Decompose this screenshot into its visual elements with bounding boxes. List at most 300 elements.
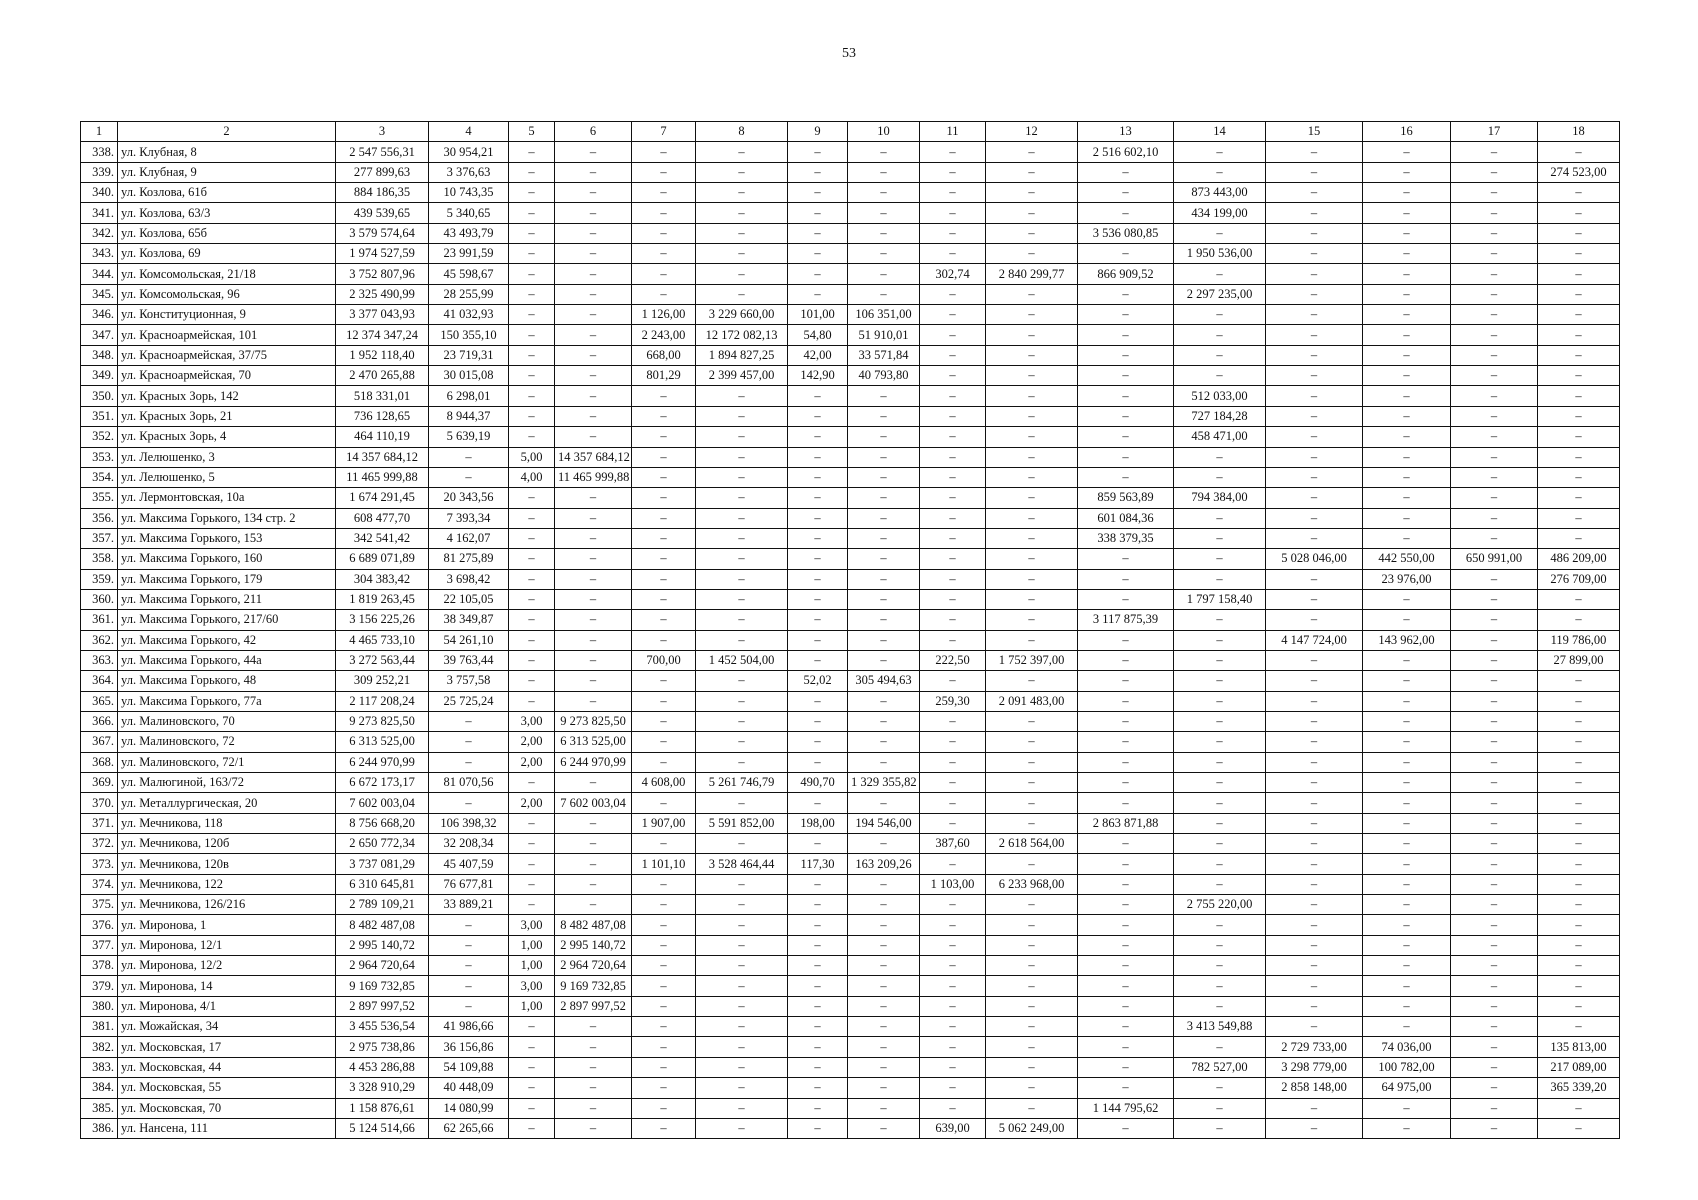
- value-cell: 3,00: [509, 711, 555, 731]
- value-cell: 736 128,65: [336, 406, 429, 426]
- value-cell: 6 310 645,81: [336, 874, 429, 894]
- table-row: [81, 264, 1620, 284]
- value-cell: –: [1174, 752, 1266, 772]
- value-cell: –: [848, 508, 920, 528]
- address-cell: ул. Красноармейская, 37/75: [118, 345, 336, 365]
- value-cell: –: [632, 1057, 696, 1077]
- value-cell: –: [1174, 1037, 1266, 1057]
- address-cell: ул. Миронова, 12/2: [118, 956, 336, 976]
- value-cell: 6 233 968,00: [986, 874, 1078, 894]
- value-cell: 1 144 795,62: [1078, 1098, 1174, 1118]
- value-cell: –: [1451, 691, 1538, 711]
- value-cell: –: [696, 956, 788, 976]
- value-cell: –: [788, 1118, 848, 1138]
- table-row: [81, 610, 1620, 630]
- value-cell: –: [1451, 874, 1538, 894]
- table-row: [81, 915, 1620, 935]
- value-cell: –: [788, 162, 848, 182]
- value-cell: 8 482 487,08: [336, 915, 429, 935]
- value-cell: –: [920, 447, 986, 467]
- value-cell: –: [920, 345, 986, 365]
- value-cell: –: [920, 142, 986, 162]
- table-row: [81, 752, 1620, 772]
- value-cell: –: [1363, 1098, 1451, 1118]
- value-cell: 439 539,65: [336, 203, 429, 223]
- value-cell: –: [848, 691, 920, 711]
- value-cell: –: [788, 935, 848, 955]
- value-cell: –: [1078, 427, 1174, 447]
- value-cell: –: [920, 366, 986, 386]
- value-cell: –: [1451, 203, 1538, 223]
- address-cell: ул. Миронова, 4/1: [118, 996, 336, 1016]
- value-cell: –: [509, 223, 555, 243]
- value-cell: –: [1078, 834, 1174, 854]
- column-header-7: 7: [632, 122, 696, 142]
- value-cell: –: [920, 386, 986, 406]
- value-cell: 33 571,84: [848, 345, 920, 365]
- value-cell: –: [920, 976, 986, 996]
- value-cell: –: [1266, 406, 1363, 426]
- value-cell: –: [1078, 162, 1174, 182]
- value-cell: –: [848, 447, 920, 467]
- value-cell: –: [920, 915, 986, 935]
- value-cell: –: [920, 549, 986, 569]
- value-cell: –: [1266, 711, 1363, 731]
- row-index-cell: 377.: [81, 935, 118, 955]
- value-cell: 3 757,58: [429, 671, 509, 691]
- value-cell: –: [696, 996, 788, 1016]
- value-cell: –: [788, 895, 848, 915]
- value-cell: –: [1266, 976, 1363, 996]
- value-cell: –: [848, 895, 920, 915]
- value-cell: –: [1451, 386, 1538, 406]
- value-cell: –: [1538, 834, 1620, 854]
- value-cell: 106 398,32: [429, 813, 509, 833]
- value-cell: 135 813,00: [1538, 1037, 1620, 1057]
- value-cell: 6 313 525,00: [555, 732, 632, 752]
- value-cell: –: [632, 1078, 696, 1098]
- value-cell: 7 393,34: [429, 508, 509, 528]
- row-index-cell: 341.: [81, 203, 118, 223]
- value-cell: –: [1266, 773, 1363, 793]
- address-cell: ул. Московская, 55: [118, 1078, 336, 1098]
- value-cell: –: [788, 406, 848, 426]
- value-cell: 3 229 660,00: [696, 305, 788, 325]
- table-row: [81, 711, 1620, 731]
- value-cell: 222,50: [920, 650, 986, 670]
- value-cell: –: [1078, 956, 1174, 976]
- value-cell: 2 789 109,21: [336, 895, 429, 915]
- value-cell: 639,00: [920, 1118, 986, 1138]
- value-cell: –: [696, 752, 788, 772]
- value-cell: –: [1266, 244, 1363, 264]
- address-cell: ул. Малиновского, 70: [118, 711, 336, 731]
- address-cell: ул. Миронова, 14: [118, 976, 336, 996]
- value-cell: –: [1174, 732, 1266, 752]
- value-cell: –: [1538, 752, 1620, 772]
- value-cell: 5 261 746,79: [696, 773, 788, 793]
- value-cell: 9 273 825,50: [555, 711, 632, 731]
- value-cell: –: [555, 183, 632, 203]
- value-cell: 277 899,63: [336, 162, 429, 182]
- value-cell: –: [1451, 1098, 1538, 1118]
- value-cell: –: [920, 732, 986, 752]
- value-cell: –: [555, 427, 632, 447]
- row-index-cell: 359.: [81, 569, 118, 589]
- value-cell: –: [848, 427, 920, 447]
- value-cell: –: [1174, 630, 1266, 650]
- value-cell: 2 840 299,77: [986, 264, 1078, 284]
- value-cell: –: [1078, 711, 1174, 731]
- value-cell: –: [986, 406, 1078, 426]
- table-row: [81, 834, 1620, 854]
- value-cell: –: [555, 1118, 632, 1138]
- value-cell: –: [920, 956, 986, 976]
- value-cell: –: [1363, 467, 1451, 487]
- value-cell: –: [788, 996, 848, 1016]
- value-cell: –: [1266, 813, 1363, 833]
- value-cell: –: [1266, 752, 1363, 772]
- value-cell: –: [986, 1098, 1078, 1118]
- value-cell: –: [555, 895, 632, 915]
- value-cell: –: [848, 752, 920, 772]
- value-cell: –: [1451, 1078, 1538, 1098]
- value-cell: 2 470 265,88: [336, 366, 429, 386]
- value-cell: –: [848, 183, 920, 203]
- value-cell: –: [1538, 264, 1620, 284]
- value-cell: –: [920, 996, 986, 1016]
- value-cell: –: [1078, 671, 1174, 691]
- value-cell: 2 729 733,00: [1266, 1037, 1363, 1057]
- value-cell: 117,30: [788, 854, 848, 874]
- value-cell: –: [848, 874, 920, 894]
- value-cell: –: [1174, 264, 1266, 284]
- value-cell: –: [1538, 1118, 1620, 1138]
- value-cell: –: [1538, 406, 1620, 426]
- value-cell: 52,02: [788, 671, 848, 691]
- value-cell: –: [509, 650, 555, 670]
- address-cell: ул. Можайская, 34: [118, 1017, 336, 1037]
- value-cell: –: [1266, 650, 1363, 670]
- value-cell: –: [1538, 366, 1620, 386]
- value-cell: –: [632, 956, 696, 976]
- value-cell: 23 976,00: [1363, 569, 1451, 589]
- value-cell: 2 650 772,34: [336, 834, 429, 854]
- value-cell: –: [848, 956, 920, 976]
- table-row: [81, 854, 1620, 874]
- address-cell: ул. Миронова, 1: [118, 915, 336, 935]
- value-cell: –: [1363, 508, 1451, 528]
- value-cell: –: [1538, 996, 1620, 1016]
- value-cell: –: [1451, 956, 1538, 976]
- value-cell: 38 349,87: [429, 610, 509, 630]
- value-cell: 2 897 997,52: [336, 996, 429, 1016]
- value-cell: 45 407,59: [429, 854, 509, 874]
- value-cell: –: [920, 244, 986, 264]
- value-cell: 2 964 720,64: [555, 956, 632, 976]
- value-cell: –: [788, 508, 848, 528]
- value-cell: –: [920, 223, 986, 243]
- value-cell: 1,00: [509, 956, 555, 976]
- value-cell: –: [555, 386, 632, 406]
- value-cell: –: [509, 488, 555, 508]
- value-cell: –: [429, 467, 509, 487]
- value-cell: –: [555, 1098, 632, 1118]
- value-cell: –: [1363, 976, 1451, 996]
- value-cell: –: [920, 854, 986, 874]
- value-cell: –: [788, 1078, 848, 1098]
- value-cell: –: [1538, 142, 1620, 162]
- column-header-11: 11: [920, 122, 986, 142]
- value-cell: 668,00: [632, 345, 696, 365]
- value-cell: –: [1363, 203, 1451, 223]
- row-index-cell: 372.: [81, 834, 118, 854]
- value-cell: –: [1538, 386, 1620, 406]
- value-cell: –: [1078, 284, 1174, 304]
- row-index-cell: 384.: [81, 1078, 118, 1098]
- table-row: [81, 1017, 1620, 1037]
- value-cell: –: [696, 467, 788, 487]
- value-cell: –: [632, 284, 696, 304]
- address-cell: ул. Лелюшенко, 5: [118, 467, 336, 487]
- value-cell: –: [632, 691, 696, 711]
- value-cell: –: [986, 528, 1078, 548]
- value-cell: –: [1078, 935, 1174, 955]
- table-row: [81, 183, 1620, 203]
- value-cell: 8 482 487,08: [555, 915, 632, 935]
- value-cell: –: [788, 732, 848, 752]
- address-cell: ул. Московская, 44: [118, 1057, 336, 1077]
- value-cell: –: [632, 834, 696, 854]
- value-cell: –: [1174, 366, 1266, 386]
- address-cell: ул. Лелюшенко, 3: [118, 447, 336, 467]
- value-cell: –: [1266, 793, 1363, 813]
- value-cell: –: [1538, 610, 1620, 630]
- value-cell: –: [509, 610, 555, 630]
- value-cell: –: [986, 732, 1078, 752]
- value-cell: –: [1078, 895, 1174, 915]
- value-cell: –: [788, 1098, 848, 1118]
- row-index-cell: 370.: [81, 793, 118, 813]
- value-cell: 36 156,86: [429, 1037, 509, 1057]
- row-index-cell: 369.: [81, 773, 118, 793]
- value-cell: –: [555, 874, 632, 894]
- value-cell: –: [986, 366, 1078, 386]
- value-cell: –: [788, 915, 848, 935]
- value-cell: 76 677,81: [429, 874, 509, 894]
- value-cell: 2 897 997,52: [555, 996, 632, 1016]
- value-cell: –: [632, 711, 696, 731]
- value-cell: –: [1174, 996, 1266, 1016]
- row-index-cell: 354.: [81, 467, 118, 487]
- value-cell: –: [1266, 142, 1363, 162]
- table-row: [81, 589, 1620, 609]
- value-cell: –: [1266, 345, 1363, 365]
- value-cell: –: [1451, 569, 1538, 589]
- value-cell: –: [1266, 528, 1363, 548]
- value-cell: –: [696, 711, 788, 731]
- row-index-cell: 381.: [81, 1017, 118, 1037]
- value-cell: –: [1451, 467, 1538, 487]
- value-cell: –: [632, 203, 696, 223]
- value-cell: –: [555, 691, 632, 711]
- value-cell: –: [1266, 996, 1363, 1016]
- value-cell: 5 591 852,00: [696, 813, 788, 833]
- value-cell: –: [632, 732, 696, 752]
- value-cell: –: [1363, 874, 1451, 894]
- value-cell: 3 413 549,88: [1174, 1017, 1266, 1037]
- table-row: [81, 203, 1620, 223]
- value-cell: –: [1363, 223, 1451, 243]
- row-index-cell: 385.: [81, 1098, 118, 1118]
- value-cell: –: [986, 203, 1078, 223]
- value-cell: –: [632, 183, 696, 203]
- value-cell: –: [788, 650, 848, 670]
- value-cell: –: [1174, 813, 1266, 833]
- value-cell: –: [1174, 325, 1266, 345]
- value-cell: –: [1538, 773, 1620, 793]
- value-cell: 9 169 732,85: [336, 976, 429, 996]
- value-cell: –: [788, 386, 848, 406]
- value-cell: 6 689 071,89: [336, 549, 429, 569]
- value-cell: –: [509, 345, 555, 365]
- value-cell: –: [1538, 467, 1620, 487]
- row-index-cell: 376.: [81, 915, 118, 935]
- value-cell: –: [1174, 528, 1266, 548]
- value-cell: 7 602 003,04: [555, 793, 632, 813]
- value-cell: –: [788, 1057, 848, 1077]
- value-cell: –: [509, 203, 555, 223]
- value-cell: –: [788, 427, 848, 447]
- value-cell: 2,00: [509, 732, 555, 752]
- column-header-3: 3: [336, 122, 429, 142]
- value-cell: –: [509, 834, 555, 854]
- value-cell: –: [1266, 264, 1363, 284]
- value-cell: –: [1174, 935, 1266, 955]
- value-cell: –: [555, 366, 632, 386]
- value-cell: –: [1078, 1017, 1174, 1037]
- value-cell: –: [848, 793, 920, 813]
- value-cell: 12 374 347,24: [336, 325, 429, 345]
- value-cell: 3 579 574,64: [336, 223, 429, 243]
- value-cell: 54 261,10: [429, 630, 509, 650]
- address-cell: ул. Малиновского, 72: [118, 732, 336, 752]
- column-header-1: 1: [81, 122, 118, 142]
- value-cell: 5 028 046,00: [1266, 549, 1363, 569]
- value-cell: –: [1078, 589, 1174, 609]
- table-row: [81, 386, 1620, 406]
- value-cell: –: [1363, 183, 1451, 203]
- value-cell: –: [1266, 284, 1363, 304]
- value-cell: –: [509, 183, 555, 203]
- value-cell: 119 786,00: [1538, 630, 1620, 650]
- value-cell: –: [848, 996, 920, 1016]
- value-cell: –: [632, 976, 696, 996]
- value-cell: 1 797 158,40: [1174, 589, 1266, 609]
- value-cell: 3 298 779,00: [1266, 1057, 1363, 1077]
- column-header-10: 10: [848, 122, 920, 142]
- value-cell: –: [429, 793, 509, 813]
- value-cell: –: [1174, 834, 1266, 854]
- value-cell: –: [1174, 956, 1266, 976]
- value-cell: –: [1538, 427, 1620, 447]
- value-cell: 2 858 148,00: [1266, 1078, 1363, 1098]
- value-cell: –: [1451, 589, 1538, 609]
- value-cell: –: [696, 671, 788, 691]
- value-cell: 101,00: [788, 305, 848, 325]
- value-cell: –: [1266, 447, 1363, 467]
- value-cell: –: [1363, 345, 1451, 365]
- value-cell: –: [1451, 162, 1538, 182]
- row-index-cell: 343.: [81, 244, 118, 264]
- value-cell: –: [1363, 1118, 1451, 1138]
- address-cell: ул. Максима Горького, 44а: [118, 650, 336, 670]
- address-cell: ул. Комсомольская, 21/18: [118, 264, 336, 284]
- value-cell: –: [1174, 345, 1266, 365]
- value-cell: 6 244 970,99: [555, 752, 632, 772]
- value-cell: 5 340,65: [429, 203, 509, 223]
- value-cell: –: [555, 813, 632, 833]
- address-cell: ул. Мечникова, 120б: [118, 834, 336, 854]
- value-cell: 1 103,00: [920, 874, 986, 894]
- address-cell: ул. Максима Горького, 134 стр. 2: [118, 508, 336, 528]
- value-cell: 14 357 684,12: [555, 447, 632, 467]
- value-cell: 39 763,44: [429, 650, 509, 670]
- value-cell: –: [509, 427, 555, 447]
- value-cell: –: [1078, 1078, 1174, 1098]
- value-cell: –: [986, 1017, 1078, 1037]
- value-cell: 1 101,10: [632, 854, 696, 874]
- value-cell: –: [788, 203, 848, 223]
- value-cell: –: [1538, 854, 1620, 874]
- value-cell: –: [632, 630, 696, 650]
- value-cell: –: [1451, 183, 1538, 203]
- value-cell: –: [696, 1078, 788, 1098]
- value-cell: –: [1266, 467, 1363, 487]
- value-cell: –: [1174, 671, 1266, 691]
- value-cell: –: [1538, 793, 1620, 813]
- table-row: [81, 244, 1620, 264]
- address-cell: ул. Мечникова, 120в: [118, 854, 336, 874]
- value-cell: 338 379,35: [1078, 528, 1174, 548]
- value-cell: –: [509, 691, 555, 711]
- value-cell: –: [1078, 467, 1174, 487]
- value-cell: 22 105,05: [429, 589, 509, 609]
- value-cell: –: [632, 1098, 696, 1118]
- value-cell: –: [1451, 834, 1538, 854]
- value-cell: –: [1538, 508, 1620, 528]
- value-cell: –: [788, 569, 848, 589]
- value-cell: –: [986, 345, 1078, 365]
- value-cell: –: [986, 305, 1078, 325]
- value-cell: –: [632, 244, 696, 264]
- value-cell: –: [1538, 1017, 1620, 1037]
- value-cell: –: [986, 630, 1078, 650]
- row-index-cell: 380.: [81, 996, 118, 1016]
- address-cell: ул. Миронова, 12/1: [118, 935, 336, 955]
- value-cell: –: [920, 630, 986, 650]
- value-cell: –: [1451, 305, 1538, 325]
- table-row: [81, 1098, 1620, 1118]
- value-cell: –: [632, 895, 696, 915]
- value-cell: 1 329 355,82: [848, 773, 920, 793]
- table-row: [81, 874, 1620, 894]
- value-cell: –: [1174, 569, 1266, 589]
- value-cell: 3 455 536,54: [336, 1017, 429, 1037]
- value-cell: –: [1078, 1057, 1174, 1077]
- value-cell: –: [788, 284, 848, 304]
- value-cell: –: [1266, 732, 1363, 752]
